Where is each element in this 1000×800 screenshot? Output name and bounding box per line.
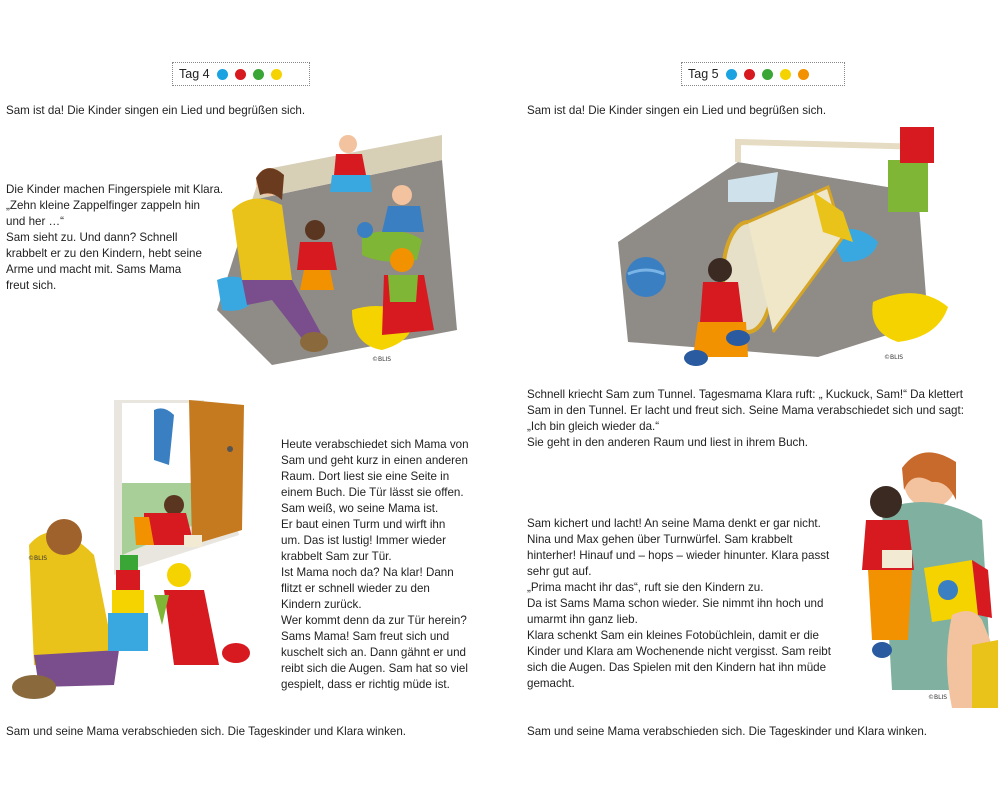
- paragraph-greeting: Sam ist da! Die Kinder singen ein Lied und begrüßen sich.: [6, 104, 306, 117]
- paragraph-cubes: Sam kichert und lacht! An seine Mama denkt er gar nicht. Nina und Max gehen über Turnwürfel. Sam krabbelt hinterher! Hinauf und – hops – wieder hinunter. Klara passt sehr gut auf. „Prima macht ihr das“, ruft sie den Kindern zu. Da ist Sams Mama schon wieder. Sie nimmt ihn hoch und umarmt ihn ganz lieb. Klara schenkt Sam ein kleines Fotobüchlein, damit er die Kinder und Klara am Wochenende nicht vergisst. Sam reibt sich die Augen. Das Spielen mit den Kindern hat ihn müde gemacht.: [527, 517, 831, 690]
- color-dot-red: [235, 69, 246, 80]
- color-dot-green: [253, 69, 264, 80]
- copyright-label: ©BLIS: [928, 694, 948, 701]
- paragraph-mama-leaves: Heute verabschiedet sich Mama von Sam und geht kurz in einen anderen Raum. Dort liest sie eine Seite in einem Buch. Die Tür lässt sie offen. Sam weiß, wo seine Mama ist. Er baut einen Turm und wirft ihn um. Das ist lustig! Immer wieder krabbelt Sam zur Tür. Ist Mama noch da? Na klar! Dann flitzt er schnell wieder zu den Kindern zurück. Wer kommt denn da zur Tür herein? Sams Mama! Sam freut sich und kuschelt sich an. Dann gähnt er und reibt sich die Augen. Sam hat so viel gespielt, dass er richtig müde ist.: [281, 438, 469, 691]
- paragraph-greeting: Sam ist da! Die Kinder singen ein Lied und begrüßen sich.: [527, 104, 827, 117]
- color-dot-yellow: [780, 69, 791, 80]
- color-dot-green: [762, 69, 773, 80]
- paragraph-goodbye: Sam und seine Mama verabschieden sich. Die Tageskinder und Klara winken.: [527, 725, 927, 738]
- copyright-label: ©BLIS: [28, 555, 48, 562]
- illustration-door-tower: [4, 395, 266, 707]
- paragraph-goodbye: Sam und seine Mama verabschieden sich. Die Tageskinder und Klara winken.: [6, 725, 406, 738]
- day-label: Tag 4: [179, 67, 210, 81]
- paragraph-fingerplay: Die Kinder machen Fingerspiele mit Klara. „Zehn kleine Zappelfinger zappeln hin und her …“ Sam sieht zu. Und dann? Schnell krabbelt er zu den Kindern, hebt seine Arme und macht mit. Sams Mama freut sich.: [6, 183, 224, 292]
- day-label: Tag 5: [688, 67, 719, 81]
- color-dot-orange: [798, 69, 809, 80]
- copyright-label: ©BLIS: [372, 356, 392, 363]
- right-page: [500, 0, 1000, 800]
- color-dot-yellow: [271, 69, 282, 80]
- day-tag: [681, 62, 845, 86]
- color-dot-red: [744, 69, 755, 80]
- paragraph-tunnel: Schnell kriecht Sam zum Tunnel. Tagesmama Klara ruft: „ Kuckuck, Sam!“ Da klettert Sam in den Tunnel. Er lacht und freut sich. Seine Mama verabschiedet sich und sagt: „Ich bin gleich wieder da.“ Sie geht in den anderen Raum und liest in ihrem Buch.: [527, 388, 964, 449]
- color-dot-blue: [217, 69, 228, 80]
- illustration-fingerplay-circle: [212, 130, 462, 370]
- illustration-mama-hug: [852, 440, 998, 708]
- color-dot-blue: [726, 69, 737, 80]
- copyright-label: ©BLIS: [884, 354, 904, 361]
- illustration-tunnel: [588, 122, 950, 370]
- day-tag: [172, 62, 310, 86]
